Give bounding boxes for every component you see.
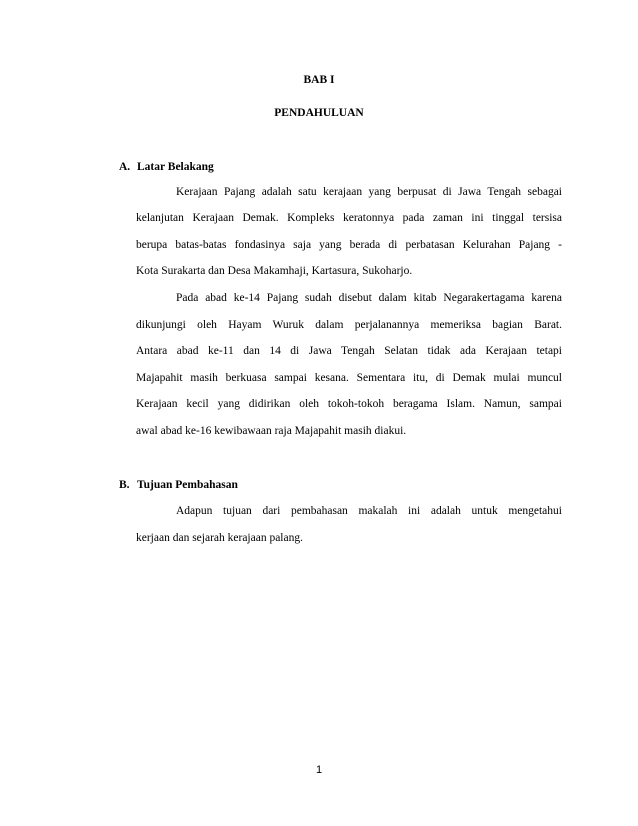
section-heading-b <box>119 479 238 491</box>
section-heading-a <box>119 161 214 173</box>
paragraph-line: Kota Surakarta dan Desa Makamhaji, Kartasura, Sukoharjo. <box>136 265 413 277</box>
paragraph-line: dikunjungi oleh Hayam Wuruk dalam perjalanannya memeriksa bagian Barat. <box>136 319 562 331</box>
paragraph-line: kerjaan dan sejarah kerajaan palang. <box>136 532 303 544</box>
paragraph-line: berupa batas-batas fondasinya saja yang berada di perbatasan Kelurahan Pajang - <box>136 239 562 251</box>
chapter-number: BAB I <box>303 74 335 86</box>
paragraph-line: kelanjutan Kerajaan Demak. Kompleks keratonnya pada zaman ini tinggal tersisa <box>136 212 562 224</box>
paragraph-line: Adapun tujuan dari pembahasan makalah ini adalah untuk mengetahui <box>176 505 562 517</box>
paragraph-line: Pada abad ke-14 Pajang sudah disebut dalam kitab Negarakertagama karena <box>176 292 562 304</box>
section-title: Tujuan Pembahasan <box>137 479 238 491</box>
paragraph-line: Antara abad ke-11 dan 14 di Jawa Tengah Selatan tidak ada Kerajaan tetapi <box>136 345 562 357</box>
section-number: B. <box>119 479 130 491</box>
section-title: Latar Belakang <box>137 161 214 173</box>
section-number: A. <box>119 161 131 173</box>
paragraph-line: Majapahit masih berkuasa sampai kesana. Sementara itu, di Demak mulai muncul <box>136 372 562 384</box>
chapter-title: PENDAHULUAN <box>274 107 364 119</box>
paragraph-line: awal abad ke-16 kewibawaan raja Majapahit masih diakui. <box>136 425 407 437</box>
paragraph-line: Kerajaan Pajang adalah satu kerajaan yang berpusat di Jawa Tengah sebagai <box>176 186 562 198</box>
page-number: 1 <box>315 764 323 776</box>
paragraph-line: Kerajaan kecil yang didirikan oleh tokoh-tokoh beragama Islam. Namun, sampai <box>136 398 562 410</box>
